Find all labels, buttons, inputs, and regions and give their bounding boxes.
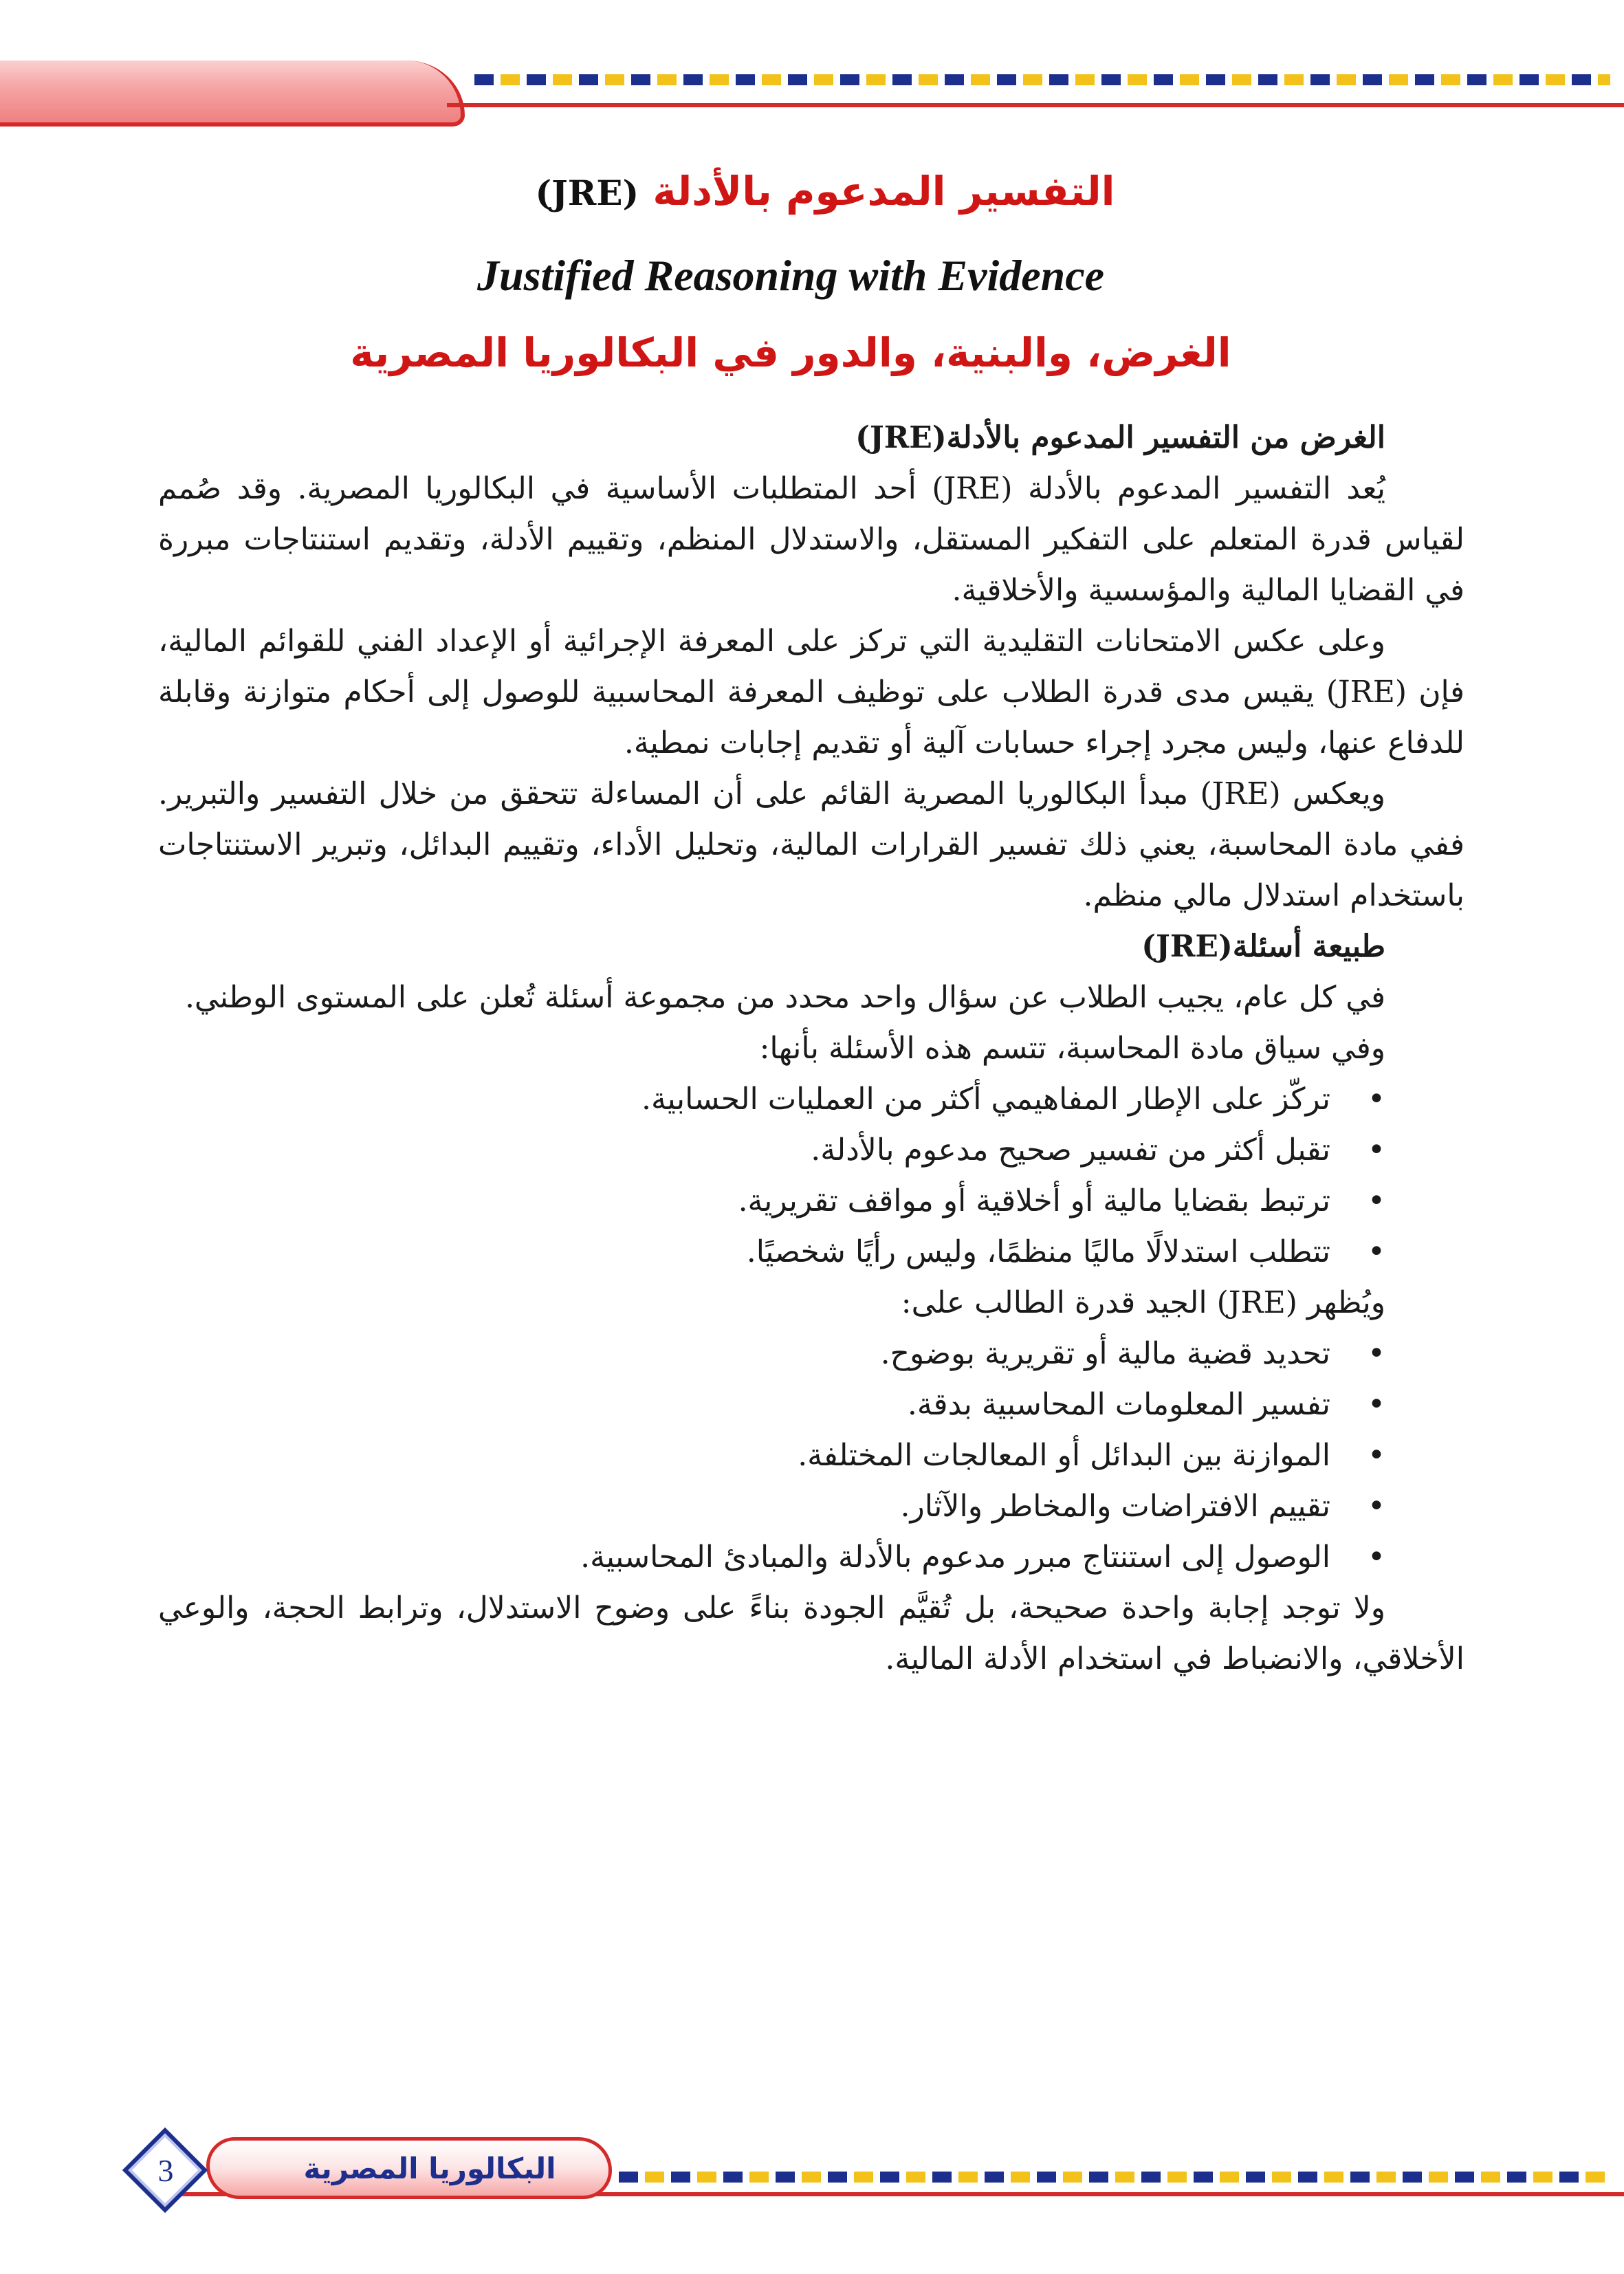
list-item: • تقييم الافتراضات والمخاطر والآثار.	[158, 1481, 1464, 1532]
list-item: • الوصول إلى استنتاج مبرر مدعوم بالأدلة والمبادئ المحاسبية.	[158, 1532, 1464, 1583]
list-item: • تتطلب استدلالًا ماليًا منظمًا، وليس رأيًا شخصيًا.	[158, 1227, 1464, 1278]
section-heading-purpose: الغرض من التفسير المدعوم بالأدلة(JRE)	[855, 420, 1385, 455]
paragraph: في كل عام، يجيب الطلاب عن سؤال واحد محدد من مجموعة أسئلة تُعلن على المستوى الوطني.	[184, 980, 1385, 1015]
page-title	[413, 164, 1238, 221]
list-item: • الموازنة بين البدائل أو المعالجات المختلفة.	[158, 1430, 1464, 1481]
page-subtitle: الغرض، والبنية، والدور في البكالوريا المصرية	[350, 329, 1231, 376]
paragraph: وعلى عكس الامتحانات التقليدية التي تركز على المعرفة الإجرائية أو الإعداد الفني للقوائم المالية، فإن (JRE) يقيس مدى قدرة الطلاب على توظيف المعرفة المحاسبية للوصول إلى أحكام متوازنة وقابلة للدفاع عنها، وليس مجرد إجراء حسابات آلية أو تقديم إجابات نمطية.	[158, 624, 1464, 761]
page-number: 3	[157, 2153, 174, 2188]
list-intro: ويُظهر (JRE) الجيد قدرة الطالب على:	[901, 1285, 1385, 1320]
page-title-english: Justified Reasoning with Evidence	[476, 251, 1105, 300]
footer-tab	[206, 2137, 612, 2199]
paragraph: يُعد التفسير المدعوم بالأدلة (JRE) أحد المتطلبات الأساسية في البكالوريا المصرية. وقد صُمم لقياس قدرة المتعلم على التفكير المستقل، والاستدلال المنظم، وتقييم الأدلة، وتقديم استنتاجات مبررة في القضايا المالية والمؤسسية والأخلاقية.	[158, 471, 1464, 608]
top-dotted-rule	[474, 74, 1610, 85]
list-item: • تقبل أكثر من تفسير صحيح مدعوم بالأدلة.	[158, 1125, 1464, 1176]
list-item: • تحديد قضية مالية أو تقريرية بوضوح.	[158, 1329, 1464, 1379]
list-intro: وفي سياق مادة المحاسبة، تتسم هذه الأسئلة بأنها:	[759, 1031, 1385, 1066]
list-item: • ترتبط بقضايا مالية أو أخلاقية أو مواقف تقريرية.	[158, 1176, 1464, 1227]
bottom-dotted-rule	[619, 2172, 1610, 2183]
top-red-rule	[447, 103, 1624, 107]
page-title-abbr: (JRE)	[535, 173, 639, 213]
list-item: • تفسير المعلومات المحاسبية بدقة.	[158, 1379, 1464, 1430]
top-header-tab	[0, 61, 465, 127]
footer-label: البكالوريا المصرية	[303, 2151, 556, 2185]
list-item: • تركّز على الإطار المفاهيمي أكثر من العمليات الحسابية.	[158, 1074, 1464, 1125]
characteristics-list	[158, 1074, 1464, 1278]
paragraph: ولا توجد إجابة واحدة صحيحة، بل تُقيَّم الجودة بناءً على وضوح الاستدلال، وترابط الحجة، والوعي الأخلاقي، والانضباط في استخدام الأدلة المالية.	[158, 1590, 1464, 1676]
document-body	[158, 413, 1464, 1685]
abilities-list	[158, 1329, 1464, 1583]
section-heading-nature: طبيعة أسئلة(JRE)	[1141, 929, 1385, 964]
paragraph: ويعكس (JRE) مبدأ البكالوريا المصرية القائم على أن المساءلة تتحقق من خلال التفسير والتبرير. ففي مادة المحاسبة، يعني ذلك تفسير القرارات المالية، وتحليل الأداء، وتقييم البدائل، وتبرير الاستنتاجات باستخدام استدلال مالي منظم.	[158, 776, 1464, 913]
page-title-arabic: التفسير المدعوم بالأدلة	[652, 168, 1115, 215]
page-number-badge	[124, 2129, 208, 2213]
